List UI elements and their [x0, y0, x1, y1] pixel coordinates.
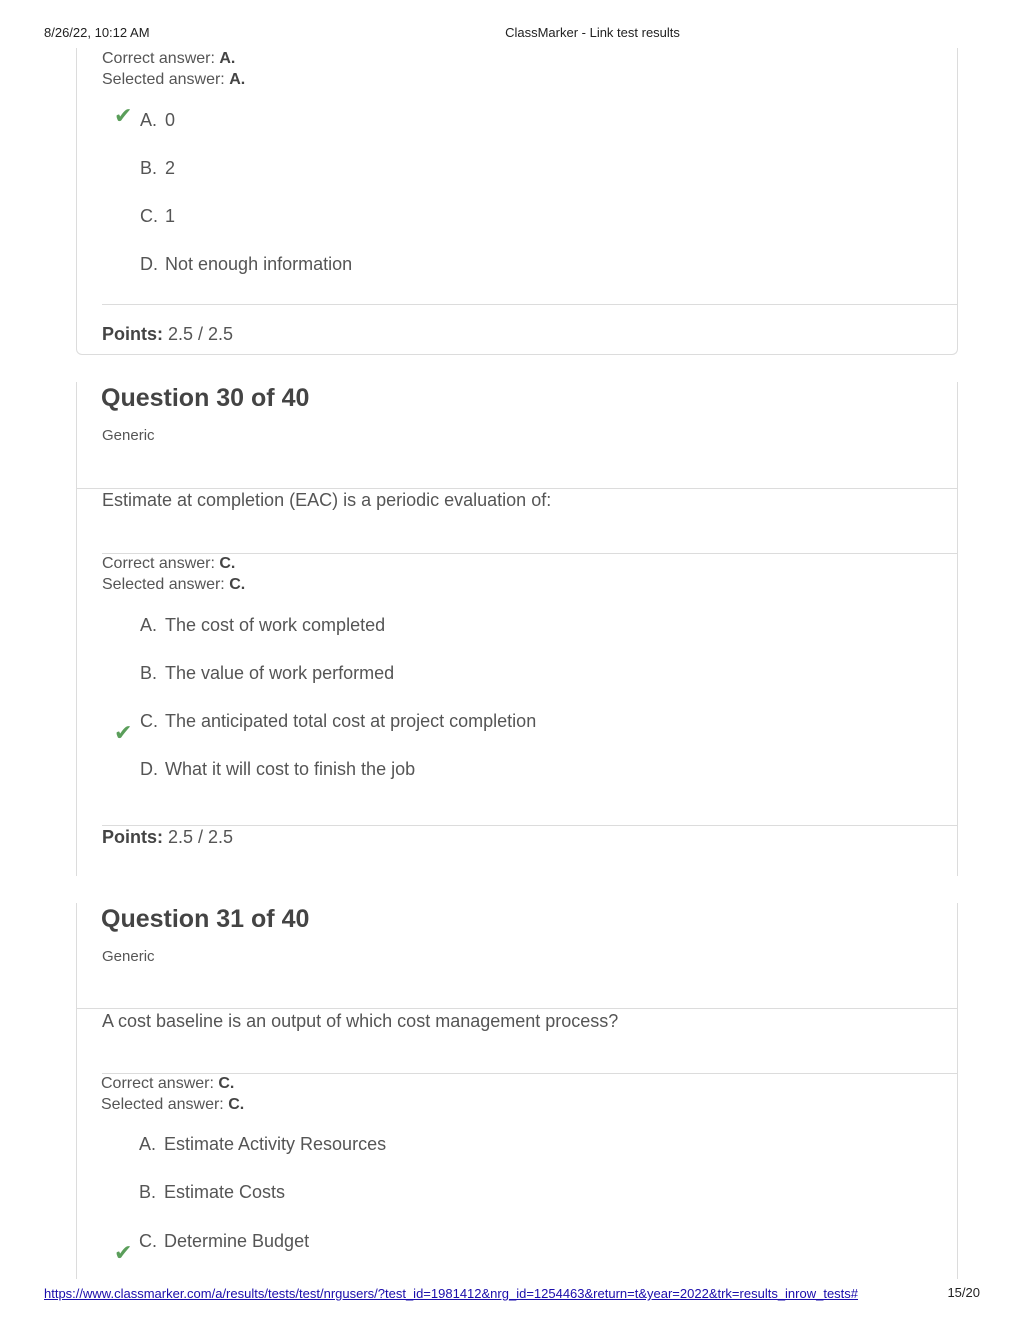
question-category: Generic [102, 948, 155, 965]
option-letter: C. [139, 1231, 157, 1251]
option-letter: A. [140, 110, 158, 130]
option-text: Estimate Activity Resources [164, 1134, 387, 1154]
selected-answer-value: A. [229, 71, 246, 88]
divider [102, 1073, 957, 1074]
selected-answer-value: C. [228, 1096, 245, 1113]
question-title: Question 30 of 40 [101, 384, 310, 412]
question-card-31 [76, 903, 958, 1279]
correct-answer-value: C. [218, 1075, 235, 1092]
selected-answer-label: Selected answer: [102, 71, 225, 88]
correct-answer-line [102, 50, 235, 68]
option-letter: A. [139, 1134, 157, 1154]
option-text: Determine Budget [164, 1231, 310, 1251]
points-label: Points: [102, 324, 163, 344]
question-card-29 [76, 48, 958, 355]
divider [102, 825, 957, 826]
option-text: Estimate Costs [164, 1182, 286, 1202]
check-icon: ✔ [114, 720, 133, 745]
option-a [139, 1134, 386, 1155]
option-b [140, 158, 175, 179]
question-text: A cost baseline is an output of which cost management process? [102, 1011, 619, 1031]
selected-answer-label: Selected answer: [102, 576, 225, 593]
selected-answer-line [102, 71, 245, 89]
print-datetime: 8/26/22, 10:12 AM [44, 25, 150, 40]
check-icon: ✔ [114, 103, 133, 128]
option-text: 0 [165, 110, 176, 130]
option-text: 2 [165, 158, 176, 178]
option-letter: B. [140, 663, 158, 683]
question-text: Estimate at completion (EAC) is a periodic evaluation of: [102, 490, 552, 510]
divider [102, 304, 957, 305]
option-letter: C. [140, 206, 158, 226]
option-b [139, 1182, 285, 1203]
selected-answer-value: C. [229, 576, 246, 593]
print-title: ClassMarker - Link test results [505, 25, 680, 40]
points-label: Points: [102, 827, 163, 847]
divider [77, 488, 957, 489]
option-letter: C. [140, 711, 158, 731]
option-text: 1 [165, 206, 176, 226]
points-value: 2.5 / 2.5 [168, 324, 234, 344]
option-c [140, 711, 536, 732]
correct-answer-value: A. [219, 50, 236, 67]
option-letter: D. [140, 759, 158, 779]
points-value: 2.5 / 2.5 [168, 827, 234, 847]
correct-answer-line [102, 555, 235, 573]
option-letter: A. [140, 615, 158, 635]
question-title: Question 31 of 40 [101, 905, 310, 933]
selected-answer-line [102, 576, 245, 594]
option-c [139, 1231, 309, 1252]
correct-answer-line [101, 1075, 234, 1093]
option-text: The anticipated total cost at project completion [165, 711, 537, 731]
points-line [102, 324, 233, 345]
option-d [140, 759, 415, 780]
option-a [140, 615, 385, 636]
option-letter: D. [140, 254, 158, 274]
divider [77, 1008, 957, 1009]
correct-answer-label: Correct answer: [102, 50, 215, 67]
option-b [140, 663, 394, 684]
selected-answer-label: Selected answer: [101, 1096, 224, 1113]
correct-answer-value: C. [219, 555, 236, 572]
footer-url-link[interactable]: https://www.classmarker.com/a/results/tests/test/nrgusers/?test_id=1981412&nrg_id=1254463&return=t&year=2022&trk=results_inrow_tests# [44, 1286, 859, 1301]
option-letter: B. [139, 1182, 157, 1202]
question-category: Generic [102, 427, 155, 444]
option-text: What it will cost to finish the job [165, 759, 416, 779]
option-letter: B. [140, 158, 158, 178]
points-line [102, 827, 233, 848]
option-c [140, 206, 175, 227]
page-number: 15/20 [947, 1285, 980, 1300]
divider [102, 553, 957, 554]
option-text: The value of work performed [165, 663, 395, 683]
check-icon: ✔ [114, 1240, 133, 1265]
selected-answer-line [101, 1096, 244, 1114]
correct-answer-label: Correct answer: [102, 555, 215, 572]
option-d [140, 254, 352, 275]
option-text: The cost of work completed [165, 615, 386, 635]
correct-answer-label: Correct answer: [101, 1075, 214, 1092]
option-text: Not enough information [165, 254, 353, 274]
question-card-30 [76, 382, 958, 876]
option-a [140, 110, 175, 131]
